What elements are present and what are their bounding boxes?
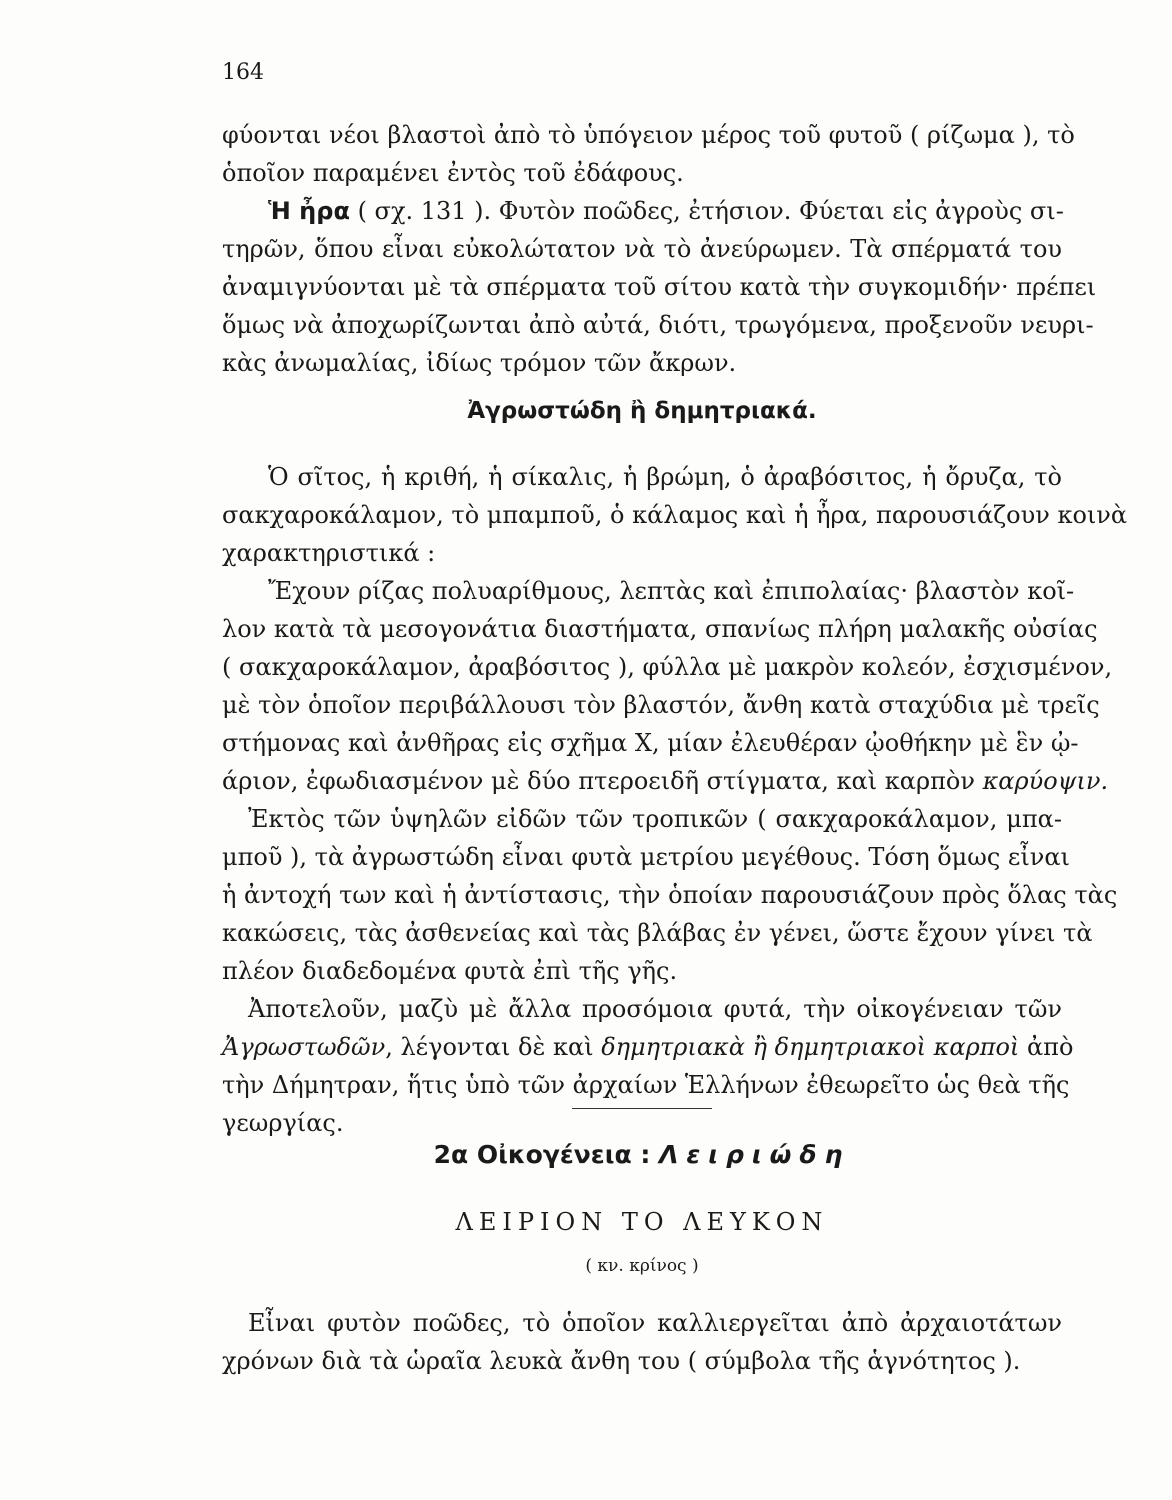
section-divider [572, 1108, 712, 1109]
common-name: ( κν. κρίνος ) [585, 1256, 699, 1276]
text-line: ὅμως νὰ ἀποχωρίζωνται ἀπὸ αὐτά, διότι, τρωγόμενα, προξενοῦν νευρι- [222, 311, 1094, 339]
family-term: Ἀγρωστωδῶν [222, 1033, 386, 1061]
text-line: μποῦ ), τὰ ἀγρωστώδη εἶναι φυτὰ μετρίου μεγέθους. Τόση ὅμως εἶναι [222, 843, 1070, 871]
family-heading [222, 1140, 1062, 1169]
karyopsis-line [222, 762, 1109, 800]
text-line: τηρῶν, ὅπου εἶναι εὐκολώτατον νὰ τὸ ἀνεύρωμεν. Τὰ σπέρματά του [222, 235, 1062, 263]
text-line: κακώσεις, τὰς ἀσθενείας καὶ τὰς βλάβας ἐν γένει, ὥστε ἔχουν γίνει τὰ [222, 919, 1093, 947]
text-line: Ἀποτελοῦν, μαζὺ μὲ ἄλλα προσόμοια φυτά, τὴν οἰκογένειαν τῶν [248, 995, 1062, 1023]
cereals-term: δημητριακὰ ἢ δημητριακοὶ καρποὶ [601, 1033, 1020, 1061]
text-line: ἀναμιγνύονται μὲ τὰ σπέρματα τοῦ σίτου κατὰ τὴν συγκομιδήν· πρέπει [222, 273, 1097, 301]
text-line: ἡ ἀντοχή των καὶ ἡ ἀντίστασις, τὴν ὁποίαν παρουσιάζουν πρὸς ὅλας τὰς [222, 881, 1118, 909]
family-name: Λειριώδη [659, 1140, 851, 1169]
text-line: φύονται νέοι βλαστοὶ ἀπὸ τὸ ὑπόγειον μέρος τοῦ φυτοῦ ( ρίζωμα ), τὸ [222, 121, 1075, 149]
text-line: μὲ τὸν ὁποῖον περιβάλλουσι τὸν βλαστόν, ἄνθη κατὰ σταχύδια μὲ τρεῖς [222, 691, 1100, 719]
family-definition-line [222, 1028, 1074, 1066]
ira-term: Ἡ ἦρα [268, 197, 350, 225]
karyopsis-term: καρύοψιν. [982, 767, 1109, 795]
text-line: Ὁ σῖτος, ἡ κριθή, ἡ σίκαλις, ἡ βρώμη, ὁ ἀραβόσιτος, ἡ ὄρυζα, τὸ [268, 463, 1062, 491]
text-line: γεωργίας. [222, 1109, 344, 1137]
text-line: πλέον διαδεδομένα φυτὰ ἐπὶ τῆς γῆς. [222, 957, 678, 985]
text-line: ὁποῖον παραμένει ἐντὸς τοῦ ἐδάφους. [222, 159, 684, 187]
text-line: χρόνων διὰ τὰ ὡραῖα λευκὰ ἄνθη του ( σύμβολα τῆς ἁγνότητος ). [222, 1347, 1021, 1375]
text-line: Ἔχουν ρίζας πολυαρίθμους, λεπτὰς καὶ ἐπιπολαίας· βλαστὸν κοῖ- [268, 577, 1075, 605]
text-line: Ἐκτὸς τῶν ὑψηλῶν εἰδῶν τῶν τροπικῶν ( σακχαροκάλαμον, μπα- [248, 805, 1062, 833]
text-span: , λέγονται δὲ καὶ [385, 1033, 602, 1061]
text-span: άριον, ἐφωδιασμένον μὲ δύο πτεροειδῆ στίγματα, καὶ καρπὸν [222, 767, 975, 795]
text-span: ( σχ. 131 ). Φυτὸν ποῶδες, ἐτήσιον. Φύεται εἰς ἀγροὺς σι- [349, 197, 1064, 225]
family-prefix: 2α Οἰκογένεια : [433, 1140, 660, 1169]
text-line: τὴν Δήμητραν, ἥτις ὑπὸ τῶν ἀρχαίων Ἑλλήνων ἐθεωρεῖτο ὡς θεὰ τῆς [222, 1071, 1070, 1099]
page-number: 164 [222, 60, 264, 85]
section-heading: Ἀγρωστώδη ἢ δημητριακά. [467, 398, 817, 424]
plant-title: ΛΕΙΡΙΟΝ ΤΟ ΛΕΥΚΟΝ [455, 1208, 829, 1236]
text-line: σακχαροκάλαμον, τὸ μπαμποῦ, ὁ κάλαμος καὶ ἡ ἦρα, παρουσιάζουν κοινὰ [222, 501, 1128, 529]
text-line: Εἶναι φυτὸν ποῶδες, τὸ ὁποῖον καλλιεργεῖται ἀπὸ ἀρχαιοτάτων [248, 1309, 1062, 1337]
text-span: ἀπὸ [1019, 1033, 1074, 1061]
text-line: λον κατὰ τὰ μεσογονάτια διαστήματα, σπανίως πλήρη μαλακῆς οὐσίας [222, 615, 1098, 643]
text-line: κὰς ἀνωμαλίας, ἰδίως τρόμον τῶν ἄκρων. [222, 349, 737, 377]
ira-first-line [222, 192, 1062, 230]
text-line: χαρακτηριστικά : [222, 539, 436, 567]
text-line: στήμονας καὶ ἀνθῆρας εἰς σχῆμα X, μίαν ἐλευθέραν ᾠοθήκην μὲ ἓν ᾠ- [222, 729, 1079, 757]
text-line: ( σακχαροκάλαμον, ἀραβόσιτος ), φύλλα μὲ μακρὸν κολεόν, ἐσχισμένον, [222, 653, 1113, 681]
